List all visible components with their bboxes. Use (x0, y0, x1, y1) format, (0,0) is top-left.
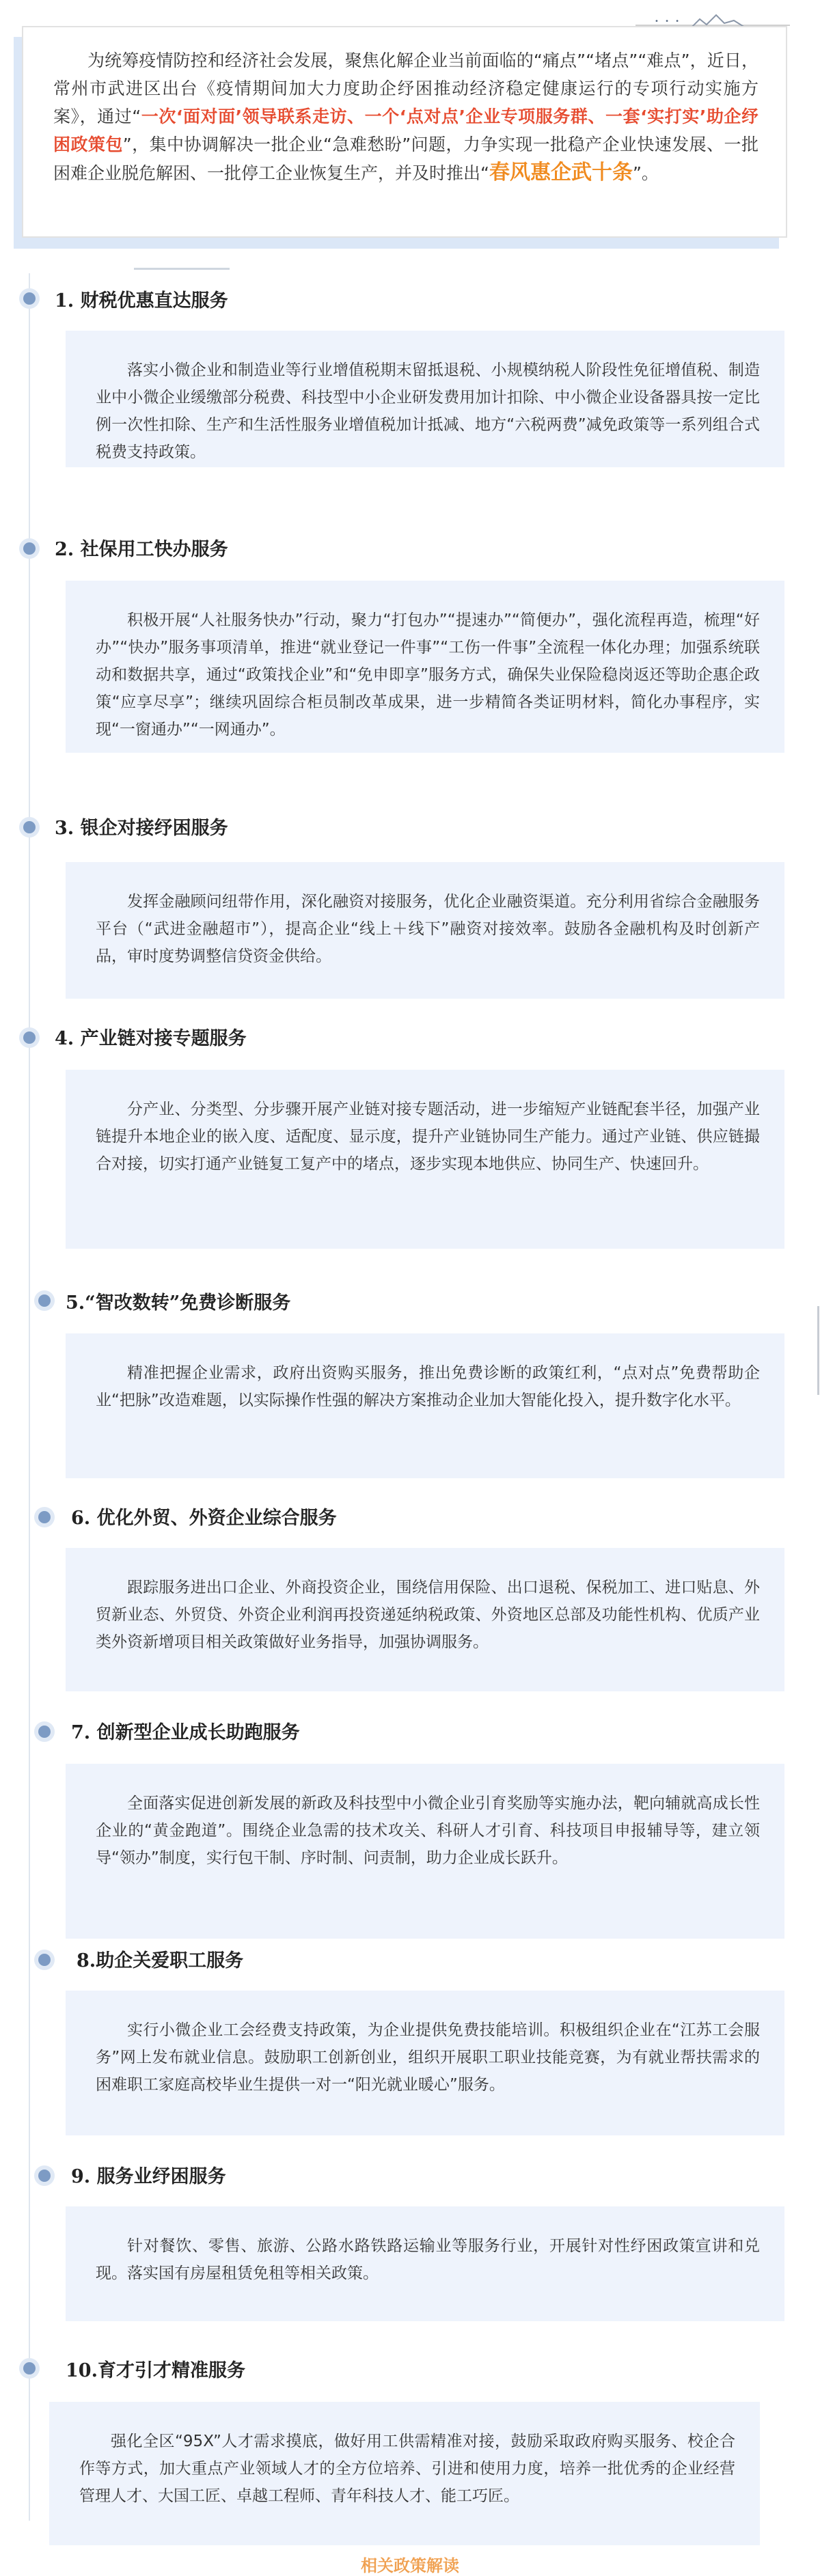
timeline-dot (38, 1726, 51, 1738)
section-title: 2. 社保用工快办服务 (55, 539, 228, 560)
intro-highlight-policy-name: 春风惠企武十条 (489, 161, 633, 184)
section-title: 1. 财税优惠直达服务 (55, 290, 228, 311)
section-box (66, 2206, 784, 2321)
timeline-rail (29, 273, 30, 2521)
section-box (66, 1548, 784, 1691)
intro-paragraph (53, 46, 758, 187)
section-box (66, 1991, 784, 2135)
timeline-dot (38, 1294, 51, 1307)
intro-highlight-measures: 一次‘面对面’领导联系走访、一个‘点对点’企业专项服务群、一套‘实打实’助企纾困政策包 (53, 107, 758, 154)
timeline-dot (38, 1511, 51, 1523)
section-text: 发挥金融顾问纽带作用，深化融资对接服务，优化企业融资渠道。充分利用省综合金融服务平台（“武进金融超市”），提高企业“线上＋线下”融资对接效率。鼓励各金融机构及时创新产品，审时度势调整信贷资金供给。 (96, 893, 760, 965)
section-title: 4. 产业链对接专题服务 (55, 1028, 247, 1049)
timeline-dot (23, 292, 36, 305)
timeline-dot (38, 2170, 51, 2182)
section-text: 跟踪服务进出口企业、外商投资企业，围绕信用保险、出口退税、保税加工、进口贴息、外贸新业态、外贸贷、外资企业利润再投资递延纳税政策、外资地区总部及功能性机构、优质产业类外资新增项目相关政策做好业务指导，加强协调服务。 (96, 1579, 760, 1651)
section-title: 7. 创新型企业成长助跑服务 (71, 1722, 300, 1743)
edge-marker (817, 1306, 819, 1395)
intro-text-part: ”，集中协调解决一批企业“急难愁盼”问题，力争实现一批稳产企业快速发展、一批困难企业脱危解困、一批停工企业恢复生产，并及时推出“ (53, 135, 758, 183)
timeline-top-bar (134, 268, 230, 270)
section-box (66, 1333, 784, 1478)
section-text: 落实小微企业和制造业等行业增值税期末留抵退税、小规模纳税人阶段性免征增值税、制造业中小微企业缓缴部分税费、科技型中小企业研发费用加计扣除、中小微企业设备器具按一定比例一次性扣除、生产和生活性服务业增值税加计抵减、地方“六税两费”减免政策等一系列组合式税费支持政策。 (96, 361, 760, 461)
timeline-dot (38, 1954, 51, 1966)
timeline-dot (23, 821, 36, 833)
section-box (49, 2402, 760, 2545)
section-text: 积极开展“人社服务快办”行动，聚力“打包办”“提速办”“简便办”，强化流程再造，梳理“好办”“快办”服务事项清单，推进“就业登记一件事”“工伤一件事”全流程一体化办理；加强系统联动和数据共享，通过“政策找企业”和“免申即享”服务方式，确保失业保险稳岗返还等助企惠企政策“应享尽享”；继续巩固综合柜员制改革成果，进一步精简各类证明材料，简化办事程序，实现“一窗通办”“一网通办”。 (96, 611, 760, 738)
section-box (66, 862, 784, 999)
section-text: 强化全区“95X”人才需求摸底，做好用工供需精准对接，鼓励采取政府购买服务、校企合作等方式，加大重点产业领域人才的全方位培养、引进和使用力度，培养一批优秀的企业经营管理人才、大国工匠、卓越工程师、青年科技人才、能工巧匠。 (79, 2433, 735, 2505)
section-box (66, 331, 784, 467)
section-box (66, 1764, 784, 1939)
timeline-dot (23, 1031, 36, 1044)
section-text: 全面落实促进创新发展的新政及科技型中小微企业引育奖励等实施办法，靶向辅就高成长性企业的“黄金跑道”。围绕企业急需的技术攻关、科研人才引育、科技项目申报辅导等，建立领导“领办”制度，实行包干制、序时制、问责制，助力企业成长跃升。 (96, 1795, 760, 1867)
intro-text-part: ”。 (632, 163, 659, 183)
section-text: 分产业、分类型、分步骤开展产业链对接专题活动，进一步缩短产业链配套半径，加强产业链提升本地企业的嵌入度、适配度、显示度，提升产业链协同生产能力。通过产业链、供应链撮合对接，切实打通产业链复工复产中的堵点，逐步实现本地供应、协同生产、快速回升。 (96, 1100, 760, 1173)
section-text: 精准把握企业需求，政府出资购买服务，推出免费诊断的政策红利，“点对点”免费帮助企业“把脉”改造难题，以实际操作性强的解决方案推动企业加大智能化投入，提升数字化水平。 (96, 1364, 760, 1409)
timeline-dot (23, 542, 36, 555)
intro-text-part: 为统筹疫情防控和经济社会发展，聚焦化解企业当前面临的“痛点”“堵点”“难点”，近日，常州市武进区出台《疫情期间加大力度助企纾困推动经济稳定健康运行的专项行动实施方案》，通过“ (53, 51, 758, 126)
timeline-dot (23, 2362, 36, 2374)
section-box (66, 581, 784, 753)
corner-dots-decoration: • • • (655, 18, 682, 25)
section-title: 5.“智改数转”免费诊断服务 (66, 1292, 291, 1314)
footer-heading: 相关政策解读 (361, 2556, 459, 2575)
section-title: 3. 银企对接纾困服务 (55, 818, 228, 839)
section-text: 针对餐饮、零售、旅游、公路水路铁路运输业等服务行业，开展针对性纾困政策宣讲和兑现。落实国有房屋租赁免租等相关政策。 (96, 2237, 760, 2282)
section-text: 实行小微企业工会经费支持政策，为企业提供免费技能培训。积极组织企业在“江苏工会服务”网上发布就业信息。鼓励职工创新创业，组织开展职工职业技能竞赛，为有就业帮扶需求的困难职工家庭高校毕业生提供一对一“阳光就业暖心”服务。 (96, 2021, 760, 2094)
section-title: 8.助企关爱职工服务 (77, 1950, 244, 1971)
section-box (66, 1070, 784, 1249)
section-title: 6. 优化外贸、外资企业综合服务 (71, 1508, 337, 1529)
intro-box (22, 26, 787, 238)
section-title: 9. 服务业纾困服务 (71, 2166, 226, 2187)
section-title: 10.育才引才精准服务 (66, 2360, 245, 2381)
